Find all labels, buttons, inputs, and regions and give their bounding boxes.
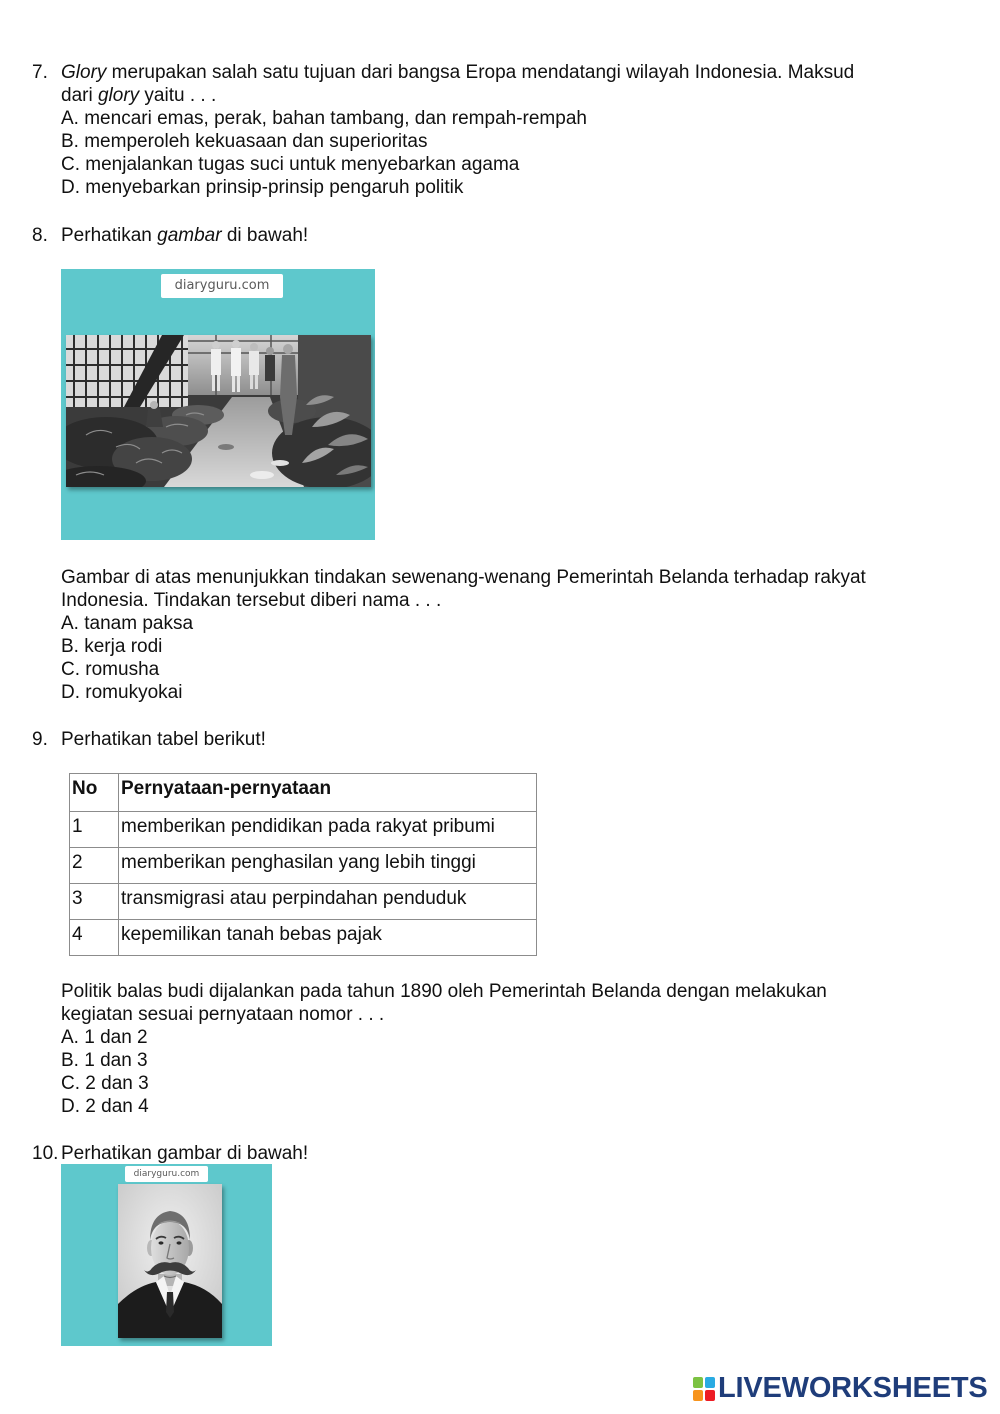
logo-tile bbox=[705, 1390, 715, 1401]
bundle bbox=[271, 460, 289, 466]
question-8-prompt bbox=[61, 224, 308, 247]
question-stem-line bbox=[61, 84, 854, 107]
question-9-content bbox=[61, 980, 827, 1118]
logo-tile bbox=[693, 1377, 703, 1388]
row-number: 3 bbox=[70, 884, 119, 920]
worker-body bbox=[249, 351, 259, 375]
worker-body bbox=[231, 348, 241, 376]
worker-head bbox=[232, 340, 240, 348]
column-header-statements: Pernyataan-pernyataan bbox=[119, 774, 537, 812]
question-number: 7. bbox=[32, 62, 48, 83]
option-c: C. 2 dan 3 bbox=[61, 1073, 149, 1094]
question-8-content bbox=[61, 566, 866, 704]
logo-wordmark: LIVEWORKSHEETS bbox=[718, 1372, 988, 1404]
logo-tile bbox=[693, 1390, 703, 1401]
table-row bbox=[70, 812, 537, 848]
table-row bbox=[70, 884, 537, 920]
worker-head bbox=[266, 347, 274, 355]
row-number: 4 bbox=[70, 920, 119, 956]
stem-text: merupakan salah satu tujuan dari bangsa Eropa mendatangi wilayah Indonesia. Maksud bbox=[106, 62, 855, 83]
row-number: 1 bbox=[70, 812, 119, 848]
option-d: D. 2 dan 4 bbox=[61, 1096, 149, 1117]
worker-body bbox=[146, 409, 163, 427]
question-prompt-line: Perhatikan tabel berikut! bbox=[61, 729, 266, 750]
option-b: B. kerja rodi bbox=[61, 636, 163, 657]
stem-text: yaitu . . . bbox=[139, 85, 217, 106]
option-a: A. mencari emas, perak, bahan tambang, dan rempah-rempah bbox=[61, 108, 587, 129]
italic-term: gambar bbox=[157, 225, 222, 246]
statements-table bbox=[69, 773, 537, 956]
bundle bbox=[250, 471, 274, 479]
worker-body bbox=[265, 355, 275, 381]
row-statement: transmigrasi atau perpindahan penduduk bbox=[119, 884, 537, 920]
option-c: C. romusha bbox=[61, 659, 160, 680]
worker-leg bbox=[212, 375, 215, 391]
worker-head bbox=[283, 344, 293, 354]
option-a: A. 1 dan 2 bbox=[61, 1027, 148, 1048]
question-10-prompt bbox=[61, 1142, 308, 1165]
stem-text: dari bbox=[61, 85, 98, 106]
italic-term: Glory bbox=[61, 62, 107, 83]
table-header-row bbox=[70, 774, 537, 812]
question-stem-line: Politik balas budi dijalankan pada tahun 1890 oleh Pemerintah Belanda dengan melakukan bbox=[61, 981, 827, 1002]
question-prompt-line bbox=[61, 224, 308, 247]
question-stem-line: kegiatan sesuai pernyataan nomor . . . bbox=[61, 1004, 385, 1025]
table-row bbox=[70, 920, 537, 956]
option-a: A. tanam paksa bbox=[61, 613, 194, 634]
table-row bbox=[70, 848, 537, 884]
column-header-no: No bbox=[70, 774, 119, 812]
row-statement: kepemilikan tanah bebas pajak bbox=[119, 920, 537, 956]
option-b: B. memperoleh kekuasaan dan superioritas bbox=[61, 131, 428, 152]
prompt-text: di bawah! bbox=[221, 225, 309, 246]
question-10-image bbox=[61, 1164, 272, 1346]
row-number: 2 bbox=[70, 848, 119, 884]
row-statement: memberikan pendidikan pada rakyat pribumi bbox=[119, 812, 537, 848]
question-prompt-line: Perhatikan gambar di bawah! bbox=[61, 1143, 309, 1164]
photo-windows bbox=[66, 335, 188, 407]
row-statement: memberikan penghasilan yang lebih tinggi bbox=[119, 848, 537, 884]
left-eye bbox=[159, 1241, 164, 1244]
question-number: 8. bbox=[32, 225, 48, 246]
worker-leg bbox=[232, 376, 235, 392]
worker-leg bbox=[255, 375, 258, 389]
liveworksheets-tiles-icon bbox=[693, 1377, 716, 1401]
worker-head bbox=[150, 401, 158, 409]
question-stem-line: Indonesia. Tindakan tersebut diberi nama . . . bbox=[61, 590, 442, 611]
prompt-text: Perhatikan bbox=[61, 225, 158, 246]
option-b: B. 1 dan 3 bbox=[61, 1050, 148, 1071]
question-stem-line bbox=[61, 61, 854, 84]
portrait-photo bbox=[118, 1184, 222, 1338]
worker-leg bbox=[237, 376, 240, 392]
image-source-label: diaryguru.com bbox=[161, 274, 283, 298]
question-9-prompt bbox=[61, 728, 266, 751]
question-8-image bbox=[61, 269, 375, 540]
bundle bbox=[218, 444, 234, 450]
logo-tile bbox=[705, 1377, 715, 1388]
question-number: 9. bbox=[32, 729, 48, 750]
option-d: D. romukyokai bbox=[61, 682, 183, 703]
question-7-content bbox=[61, 61, 854, 199]
worker-leg bbox=[217, 375, 220, 391]
right-eye bbox=[177, 1241, 182, 1244]
image-source-label: diaryguru.com bbox=[125, 1166, 208, 1182]
option-d: D. menyebarkan prinsip-prinsip pengaruh politik bbox=[61, 177, 464, 198]
italic-term: glory bbox=[97, 85, 140, 106]
option-c: C. menjalankan tugas suci untuk menyebarkan agama bbox=[61, 154, 520, 175]
tobacco-warehouse-photo bbox=[66, 335, 371, 487]
worker-head bbox=[212, 341, 220, 349]
worker-body bbox=[211, 349, 221, 375]
worker-head bbox=[250, 343, 258, 351]
question-number: 10. bbox=[32, 1143, 59, 1164]
question-stem-line: Gambar di atas menunjukkan tindakan sewenang-wenang Pemerintah Belanda terhadap rakyat bbox=[61, 567, 866, 588]
worker-leg bbox=[250, 375, 253, 389]
